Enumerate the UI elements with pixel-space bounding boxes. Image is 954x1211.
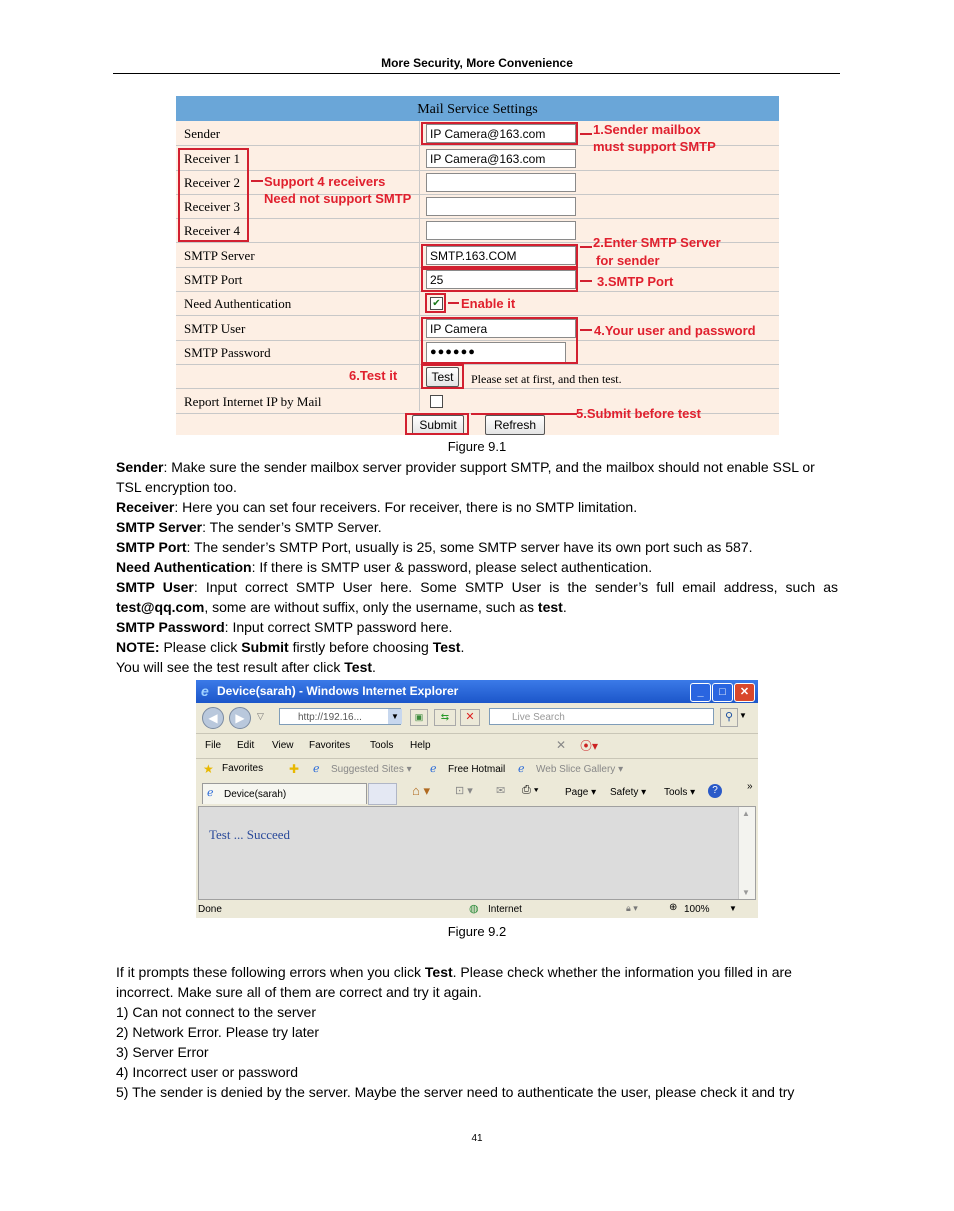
smtp-server-field[interactable]: SMTP.163.COM <box>426 246 576 265</box>
error-item: 5) The sender is denied by the server. Maybe the server need to authenticate the user, please check it and try <box>116 1084 795 1100</box>
mail-icon[interactable]: ✉ <box>496 785 506 797</box>
row-label: Receiver 4 <box>184 223 240 238</box>
favorites-button[interactable]: Favorites <box>222 763 264 774</box>
error-item: 1) Can not connect to the server <box>116 1004 316 1020</box>
home-icon[interactable]: ⌂ ▾ <box>412 783 430 798</box>
figure-caption: Figure 9.2 <box>447 924 507 939</box>
para-sender: Sender: Make sure the sender mailbox server provider support SMTP, and the mailbox should not enable SSL or TSL encryption too. <box>116 459 815 495</box>
address-text: http://192.16... <box>298 712 362 723</box>
callout-line <box>580 246 592 248</box>
search-placeholder: Live Search <box>512 712 565 723</box>
mail-settings-title: Mail Service Settings <box>176 96 779 121</box>
tab-device[interactable] <box>202 783 367 804</box>
receivers-highlight <box>178 148 249 242</box>
close-tab-icon[interactable]: ✕ <box>556 738 567 752</box>
chevron-right-icon[interactable]: » <box>747 781 753 792</box>
row-label: SMTP Port <box>184 272 243 287</box>
row-label: SMTP User <box>184 321 246 336</box>
para-smtp-password: SMTP Password: Input correct SMTP password here. <box>116 619 453 635</box>
forward-icon[interactable]: ▶ <box>229 707 251 729</box>
page-header: More Security, More Convenience <box>381 56 573 70</box>
smtp-server-highlight <box>421 244 578 268</box>
close-icon[interactable]: ✕ <box>734 683 755 702</box>
row-label: Receiver 1 <box>184 151 240 166</box>
header-rule <box>113 73 840 74</box>
page-number: 41 <box>471 1133 483 1144</box>
zoom-dropdown-icon[interactable]: ▼ <box>729 904 737 913</box>
need-auth-checkbox[interactable]: ✔ <box>430 297 443 310</box>
note-sender-1: 1.Sender mailbox <box>593 122 701 137</box>
row-label: Sender <box>184 126 221 141</box>
para-receiver: Receiver: Here you can set four receivers. For receiver, there is no SMTP limitation. <box>116 499 638 515</box>
refresh-button[interactable]: Refresh <box>485 415 545 435</box>
receiver-4-field[interactable] <box>426 221 576 240</box>
para-need-auth: Need Authentication: If there is SMTP user & password, please select authentication. <box>116 559 653 575</box>
add-favorite-icon[interactable]: ✚ <box>289 762 300 776</box>
callout-line <box>448 302 459 304</box>
menu-file[interactable]: File <box>205 740 222 751</box>
error-item: 3) Server Error <box>116 1044 209 1060</box>
menu-tools[interactable]: Tools <box>370 740 394 751</box>
submit-highlight <box>405 413 469 435</box>
callout-line <box>580 329 592 331</box>
tools-menu[interactable]: Tools ▾ <box>664 787 696 798</box>
ie-page-icon: ℯ <box>207 787 214 799</box>
back-icon[interactable]: ◀ <box>202 707 224 729</box>
row-label: Receiver 2 <box>184 175 240 190</box>
callout-line <box>251 180 263 182</box>
smtp-port-highlight <box>421 268 578 292</box>
para-smtp-user: SMTP User: Input correct SMTP User here. Some SMTP User is the sender’s full email address, such as test@qq.com, some are without suffix, only the username, such as test. <box>116 579 838 615</box>
smtp-port-field[interactable]: 25 <box>426 270 576 289</box>
address-dropdown-icon[interactable]: ▼ <box>388 709 402 724</box>
globe-icon: ◍ <box>469 903 479 915</box>
zoom-level[interactable]: 100% <box>684 904 710 915</box>
page-menu[interactable]: Page ▾ <box>565 787 597 798</box>
new-tab-button[interactable] <box>368 783 397 805</box>
report-ip-checkbox[interactable] <box>430 395 443 408</box>
menu-edit[interactable]: Edit <box>237 740 255 751</box>
error-item: 2) Network Error. Please try later <box>116 1024 320 1040</box>
scroll-up-icon[interactable]: ▲ <box>742 809 750 818</box>
note-receivers-1: Support 4 receivers <box>264 174 386 189</box>
address-bar[interactable] <box>279 708 401 725</box>
address-row <box>196 703 758 734</box>
sender-highlight <box>421 122 578 145</box>
stop-icon[interactable]: ✕ <box>460 709 480 726</box>
ie-page-icon: ℯ <box>313 763 320 775</box>
scrollbar[interactable] <box>738 807 755 899</box>
row-label: SMTP Password <box>184 345 271 360</box>
suggested-sites-link[interactable]: Suggested Sites ▾ <box>331 764 412 775</box>
ie-page-icon: ℯ <box>518 763 525 775</box>
menu-view[interactable]: View <box>272 740 294 751</box>
status-bar <box>196 901 758 918</box>
tab-command-bar <box>196 781 758 805</box>
mail-settings-figure <box>176 96 779 435</box>
sender-field[interactable]: IP Camera@163.com <box>426 124 576 143</box>
error-item: 4) Incorrect user or password <box>116 1064 299 1080</box>
page-content <box>198 806 756 900</box>
zone-text: Internet <box>488 904 522 915</box>
tab-label: Device(sarah) <box>224 789 287 800</box>
menu-favorites[interactable]: Favorites <box>309 740 351 751</box>
smtp-user-field[interactable]: IP Camera <box>426 319 576 338</box>
search-dropdown-icon[interactable]: ▼ <box>739 711 747 720</box>
para-result: You will see the test result after click Test. <box>116 659 376 675</box>
ie-window <box>196 680 758 918</box>
search-icon[interactable]: ⚲ <box>720 708 738 727</box>
scroll-down-icon[interactable]: ▼ <box>742 888 750 897</box>
print-icon[interactable]: ⎙ ▾ <box>522 784 539 796</box>
ie-titlebar <box>196 680 758 703</box>
note-test: 6.Test it <box>349 368 398 383</box>
auth-highlight <box>425 293 446 313</box>
star-icon: ★ <box>203 762 214 776</box>
result-text: Test ... Succeed <box>209 827 291 842</box>
callout-line <box>580 133 592 135</box>
row-label: Report Internet IP by Mail <box>184 394 322 409</box>
note-submit: 5.Submit before test <box>576 406 701 421</box>
test-highlight <box>421 364 464 389</box>
status-text: Done <box>198 904 222 915</box>
note-receivers-2: Need not support SMTP <box>264 191 412 206</box>
user-password-highlight <box>421 317 578 364</box>
feeds-icon[interactable]: ⊡ ▾ <box>455 785 473 797</box>
free-hotmail-link[interactable]: Free Hotmail <box>448 764 506 775</box>
callout-line <box>471 413 577 415</box>
translate-icon[interactable]: ⦿▾ <box>580 739 599 753</box>
receiver-1-field[interactable]: IP Camera@163.com <box>426 149 576 168</box>
menu-help[interactable]: Help <box>410 740 431 751</box>
ie-logo-icon: e <box>201 683 209 699</box>
receiver-3-field[interactable] <box>426 197 576 216</box>
errors-intro: If it prompts these following errors when you click Test. Please check whether the information you filled in are incorrect. Make sure all of them are correct and try it again. <box>116 964 792 1000</box>
window-title: Device(sarah) - Windows Internet Explorer <box>217 684 459 698</box>
row-label: Need Authentication <box>184 296 292 311</box>
smtp-password-field[interactable]: ●●●●●● <box>426 342 566 363</box>
para-smtp-server: SMTP Server: The sender’s SMTP Server. <box>116 519 382 535</box>
receiver-2-field[interactable] <box>426 173 576 192</box>
row-label: SMTP Server <box>184 248 255 263</box>
favorites-bar <box>196 759 758 781</box>
note-enable: Enable it <box>461 296 516 311</box>
para-note: NOTE: Please click Submit firstly before choosing Test. <box>116 639 465 655</box>
note-smtp-server-2: for sender <box>596 253 660 268</box>
column-divider <box>419 121 420 411</box>
refresh-icon[interactable]: ⇆ <box>434 709 456 726</box>
submit-button[interactable]: Submit <box>412 415 464 435</box>
callout-line <box>580 280 592 282</box>
para-smtp-port: SMTP Port: The sender’s SMTP Port, usually is 25, some SMTP server have its own port such as 587. <box>116 539 753 555</box>
ie-page-icon: ℯ <box>430 763 437 775</box>
minimize-icon[interactable]: _ <box>690 683 711 702</box>
errors-section <box>116 962 838 1102</box>
test-hint: Please set at first, and then test. <box>471 372 622 386</box>
note-sender-2: must support SMTP <box>593 139 716 154</box>
zoom-icon[interactable]: ⊕ <box>669 902 678 913</box>
body-text <box>116 457 838 677</box>
search-input[interactable] <box>489 708 714 725</box>
web-slice-link[interactable]: Web Slice Gallery ▾ <box>536 764 624 775</box>
note-smtp-server-1: 2.Enter SMTP Server <box>593 235 721 250</box>
figure-caption: Figure 9.1 <box>447 439 507 454</box>
menu-bar <box>196 734 758 759</box>
row-label: Receiver 3 <box>184 199 240 214</box>
test-button[interactable]: Test <box>426 367 459 387</box>
compat-icon[interactable]: ▣ <box>410 709 428 726</box>
note-smtp-port: 3.SMTP Port <box>597 274 674 289</box>
maximize-icon[interactable]: □ <box>712 683 733 702</box>
chevron-down-icon[interactable]: ▽ <box>257 711 264 721</box>
help-icon[interactable]: ? <box>708 784 722 798</box>
note-user-password: 4.Your user and password <box>594 323 756 338</box>
safety-menu[interactable]: Safety ▾ <box>610 787 647 798</box>
protected-mode-icon[interactable]: 🔒︎ ▾ <box>626 903 638 913</box>
